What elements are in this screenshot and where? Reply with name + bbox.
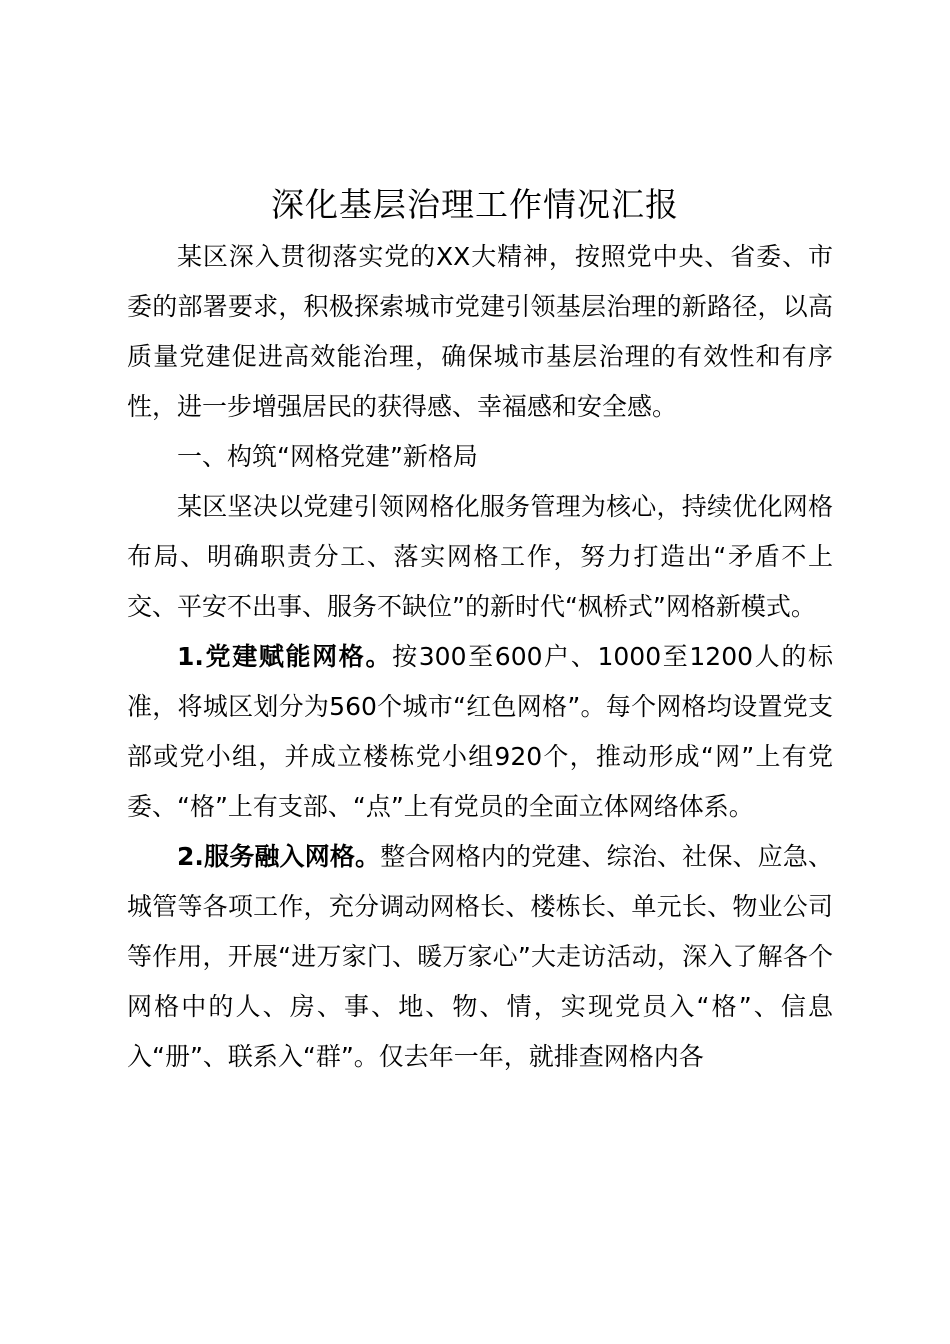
paragraph-section-intro — [127, 482, 833, 632]
item-2-lead: 2.服务融入网格。 — [177, 842, 381, 871]
section-heading — [127, 432, 833, 482]
document-body — [127, 232, 833, 1082]
paragraph-text: 某区坚决以党建引领网格化服务管理为核心，持续优化网格布局、明确职责分工、落实网格工作，努力打造出“矛盾不上交、平安不出事、服务不缺位”的新时代“枫桥式”网格新模式。 — [127, 492, 833, 621]
paragraph-intro — [127, 232, 833, 432]
item-1-lead: 1.党建赋能网格。 — [177, 642, 393, 671]
document-title: 深化基层治理工作情况汇报 — [271, 185, 679, 224]
section-heading-text: 一、构筑“网格党建”新格局 — [177, 442, 478, 471]
paragraph-text: 整合网格内的党建、综治、社保、应急、城管等各项工作，充分调动网格长、楼栋长、单元长、物业公司等作用，开展“进万家门、暖万家心”大走访活动，深入了解各个网格中的人、房、事、地、物、情，实现党员入“格”、信息入“册”、联系入“群”。仅去年一年，就排查网格内各 — [127, 842, 833, 1071]
paragraph-item-2 — [127, 832, 833, 1082]
paragraph-text: 按300至600户、1000至1200人的标准，将城区划分为560个城市“红色网格”。每个网格均设置党支部或党小组，并成立楼栋党小组920个，推动形成“网”上有党委、“格”上有支部、“点”上有党员的全面立体网络体系。 — [127, 642, 833, 821]
paragraph-text: 某区深入贯彻落实党的XX大精神，按照党中央、省委、市委的部署要求，积极探索城市党建引领基层治理的新路径，以高质量党建促进高效能治理，确保城市基层治理的有效性和有序性，进一步增强居民的获得感、幸福感和安全感。 — [127, 242, 833, 421]
paragraph-item-1 — [127, 632, 833, 832]
